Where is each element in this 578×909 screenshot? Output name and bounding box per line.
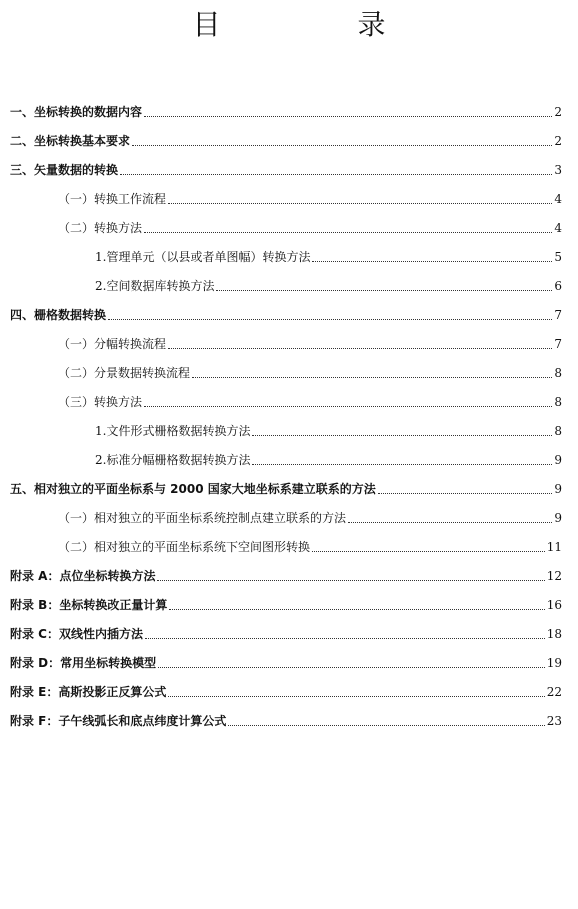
toc-entry[interactable]	[0, 300, 578, 329]
toc-entry-label: （二）分景数据转换流程	[58, 366, 191, 380]
toc-entry-page-number: 16	[546, 597, 562, 612]
toc-entry-page-number: 8	[554, 423, 562, 438]
toc-entry[interactable]	[0, 97, 578, 126]
dot-leader	[108, 319, 552, 320]
toc-entry-label: （三）转换方法	[58, 395, 143, 409]
toc-entry-page-number: 9	[554, 452, 562, 467]
toc-entry[interactable]	[0, 387, 578, 416]
toc-entry-label: 附录 C：双线性内插方法	[10, 627, 143, 641]
toc-entry-page-number: 2	[554, 104, 562, 119]
toc-entry-label: 1.文件形式栅格数据转换方法	[95, 424, 251, 438]
toc-entry[interactable]	[0, 590, 578, 619]
table-of-contents	[0, 97, 578, 735]
toc-entry[interactable]	[0, 416, 578, 445]
dot-leader	[252, 435, 552, 436]
toc-entry[interactable]	[0, 706, 578, 735]
toc-entry-page-number: 9	[554, 481, 562, 496]
page-title: 目 录	[192, 8, 450, 41]
toc-entry-label: 二、坐标转换基本要求	[10, 134, 131, 148]
toc-entry-label: 五、相对独立的平面坐标系与 2000 国家大地坐标系建立联系的方法	[10, 482, 376, 496]
toc-entry-label: 三、矢量数据的转换	[10, 163, 119, 177]
dot-leader	[216, 290, 552, 291]
toc-entry[interactable]	[0, 358, 578, 387]
toc-entry-label: 附录 B：坐标转换改正量计算	[10, 598, 168, 612]
toc-entry[interactable]	[0, 677, 578, 706]
toc-entry[interactable]	[0, 561, 578, 590]
dot-leader	[145, 638, 545, 639]
toc-entry[interactable]	[0, 329, 578, 358]
toc-entry[interactable]	[0, 619, 578, 648]
dot-leader	[192, 377, 552, 378]
toc-entry-page-number: 22	[546, 684, 562, 699]
dot-leader	[144, 406, 552, 407]
toc-entry-label: 1.管理单元（以县或者单图幅）转换方法	[95, 250, 311, 264]
toc-entry[interactable]	[0, 155, 578, 184]
toc-entry-label: （二）相对独立的平面坐标系统下空间图形转换	[58, 540, 311, 554]
dot-leader	[144, 116, 552, 117]
toc-entry-page-number: 8	[554, 365, 562, 380]
toc-entry-page-number: 8	[554, 394, 562, 409]
dot-leader	[169, 609, 544, 610]
toc-entry-page-number: 11	[546, 539, 562, 554]
dot-leader	[157, 580, 544, 581]
toc-entry-page-number: 7	[554, 336, 562, 351]
dot-leader	[144, 232, 552, 233]
dot-leader	[168, 203, 552, 204]
toc-entry[interactable]	[0, 532, 578, 561]
toc-entry-page-number: 23	[546, 713, 562, 728]
dot-leader	[348, 522, 552, 523]
toc-entry-page-number: 6	[554, 278, 562, 293]
toc-entry[interactable]	[0, 213, 578, 242]
toc-entry-label: 2.空间数据库转换方法	[95, 279, 215, 293]
dot-leader	[132, 145, 552, 146]
toc-entry-label: （一）分幅转换流程	[58, 337, 167, 351]
toc-entry[interactable]	[0, 503, 578, 532]
dot-leader	[252, 464, 552, 465]
toc-entry-page-number: 4	[554, 191, 562, 206]
dot-leader	[168, 348, 552, 349]
toc-entry-label: （二）转换方法	[58, 221, 143, 235]
dot-leader	[168, 696, 544, 697]
toc-entry-page-number: 4	[554, 220, 562, 235]
dot-leader	[120, 174, 552, 175]
toc-entry-page-number: 9	[554, 510, 562, 525]
toc-entry-label: 附录 F：子午线弧长和底点纬度计算公式	[10, 714, 227, 728]
toc-entry-page-number: 12	[546, 568, 562, 583]
toc-entry[interactable]	[0, 445, 578, 474]
toc-entry[interactable]	[0, 242, 578, 271]
toc-entry-label: 四、栅格数据转换	[10, 308, 107, 322]
toc-entry-label: 2.标准分幅栅格数据转换方法	[95, 453, 251, 467]
toc-entry-page-number: 3	[554, 162, 562, 177]
dot-leader	[378, 493, 553, 494]
toc-entry-label: 附录 D：常用坐标转换模型	[10, 656, 157, 670]
dot-leader	[228, 725, 544, 726]
toc-entry[interactable]	[0, 271, 578, 300]
toc-entry-page-number: 7	[554, 307, 562, 322]
toc-entry-page-number: 5	[554, 249, 562, 264]
toc-entry-label: 附录 A：点位坐标转换方法	[10, 569, 156, 583]
toc-entry-label: （一）转换工作流程	[58, 192, 167, 206]
toc-entry[interactable]	[0, 126, 578, 155]
toc-entry[interactable]	[0, 184, 578, 213]
dot-leader	[312, 551, 545, 552]
toc-entry-label: 一、坐标转换的数据内容	[10, 105, 143, 119]
dot-leader	[158, 667, 545, 668]
dot-leader	[312, 261, 552, 262]
toc-entry-page-number: 18	[546, 626, 562, 641]
toc-entry[interactable]	[0, 474, 578, 503]
toc-entry-page-number: 19	[546, 655, 562, 670]
toc-entry-label: 附录 E：高斯投影正反算公式	[10, 685, 167, 699]
toc-entry-label: （一）相对独立的平面坐标系统控制点建立联系的方法	[58, 511, 347, 525]
toc-entry-page-number: 2	[554, 133, 562, 148]
toc-entry[interactable]	[0, 648, 578, 677]
